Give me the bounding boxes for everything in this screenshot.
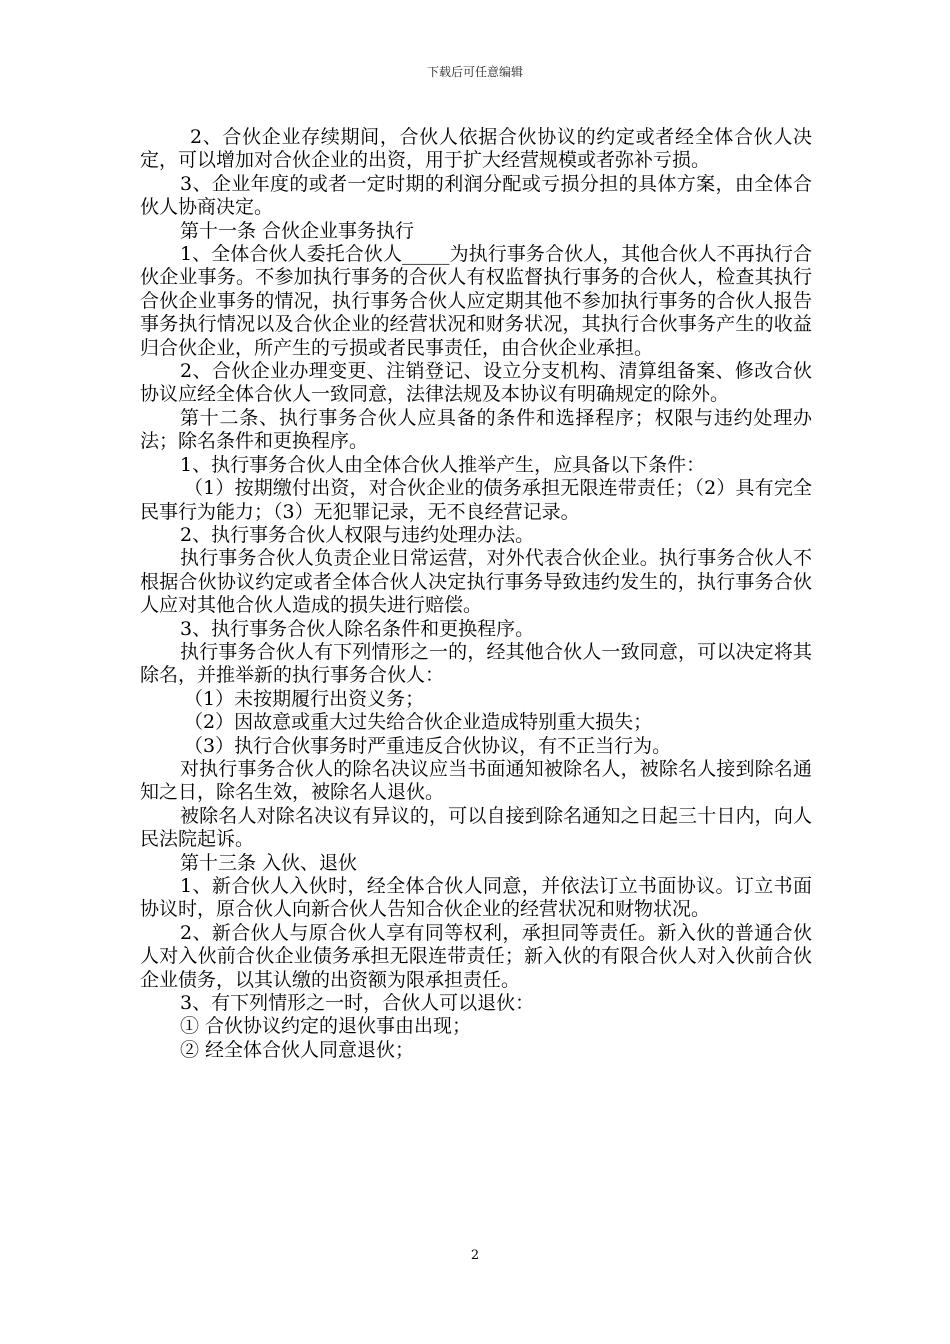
list-item-withdrawal-2: ② 经全体合伙人同意退伙； bbox=[180, 1038, 415, 1061]
paragraph-equal-rights: 2、新合伙人与原合伙人享有同等权利，承担同等责任。新入伙的普通合伙人对入伙前合伙企业债务承担无限连带责任；新入伙的有限合伙人对入伙前合伙企业债务，以其认缴的出资额为限承担责任。 bbox=[140, 921, 812, 991]
list-item-removal-1: （1）未按期履行出资义务； bbox=[184, 687, 425, 710]
paragraph-capital-increase: 2、合伙企业存续期间，合伙人依据合伙协议的约定或者经全体合伙人决定，可以增加对合伙企业的出资，用于扩大经营规模或者弥补亏损。 bbox=[140, 126, 812, 172]
paragraph-condition-list: （1）按期缴付出资，对合伙企业的债务承担无限连带责任；（2）具有完全民事行为能力；（3）无犯罪记录，无不良经营记录。 bbox=[140, 477, 812, 523]
paragraph-executive-conditions: 1、执行事务合伙人由全体合伙人推举产生，应具备以下条件： bbox=[180, 453, 706, 476]
article-13-heading: 第十三条 入伙、退伙 bbox=[180, 851, 358, 874]
paragraph-removal-conditions: 执行事务合伙人有下列情形之一的，经其他合伙人一致同意，可以决定将其除名，并推举新的执行事务合伙人： bbox=[140, 640, 812, 687]
page-number: 2 bbox=[470, 1248, 480, 1263]
paragraph-authority-details: 执行事务合伙人负责企业日常运营，对外代表合伙企业。执行事务合伙人不根据合伙协议约定或者全体合伙人决定执行事务导致违约发生的，执行事务合伙人应对其他合伙人造成的损失进行赔偿。 bbox=[140, 547, 812, 617]
article-11-heading: 第十一条 合伙企业事务执行 bbox=[180, 219, 415, 242]
paragraph-profit-distribution: 3、企业年度的或者一定时期的利润分配或亏损分担的具体方案，由全体合伙人协商决定。 bbox=[140, 172, 812, 219]
page-header: 下载后可任意编辑 bbox=[426, 65, 523, 79]
list-item-removal-3: （3）执行合伙事务时严重违反合伙协议，有不正当行为。 bbox=[184, 734, 672, 757]
paragraph-removal-notice: 对执行事务合伙人的除名决议应当书面通知被除名人，被除名人接到除名通知之日，除名生效，被除名人退伙。 bbox=[140, 757, 812, 804]
paragraph-withdrawal-conditions: 3、有下列情形之一时，合伙人可以退伙： bbox=[180, 992, 535, 1015]
paragraph-removal-heading: 3、执行事务合伙人除名条件和更换程序。 bbox=[180, 617, 535, 640]
paragraph-unanimous-consent: 2、合伙企业办理变更、注销登记、设立分支机构、清算组备案、修改合伙协议应经全体合伙人一致同意，法律法规及本协议有明确规定的除外。 bbox=[140, 360, 812, 406]
paragraph-removal-objection: 被除名人对除名决议有异议的，可以自接到除名通知之日起三十日内，向人民法院起诉。 bbox=[140, 804, 812, 851]
paragraph-new-partner: 1、新合伙人入伙时，经全体合伙人同意，并依法订立书面协议。订立书面协议时，原合伙人向新合伙人告知合伙企业的经营状况和财物状况。 bbox=[140, 875, 812, 921]
list-item-withdrawal-1: ① 合伙协议约定的退伙事由出现； bbox=[180, 1015, 472, 1038]
paragraph-executive-partner-entrusted: 1、全体合伙人委托合伙人_____为执行事务合伙人，其他合伙人不再执行合伙企业事务。不参加执行事务的合伙人有权监督执行事务的合伙人，检查其执行合伙企业事务的情况，执行事务合伙人应定期其他不参加执行事务的合伙人报告事务执行情况以及合伙企业的经营状况和财务状况，其执行合伙事务产生的收益归合伙企业，所产生的亏损或者民事责任，由合伙企业承担。 bbox=[140, 243, 812, 359]
list-item-removal-2: （2）因故意或重大过失给合伙企业造成特别重大损失； bbox=[184, 711, 653, 734]
document-body bbox=[140, 126, 812, 1062]
article-12-heading: 第十二条、执行事务合伙人应具备的条件和选择程序；权限与违约处理办法；除名条件和更换程序。 bbox=[140, 406, 812, 453]
paragraph-authority-heading: 2、执行事务合伙人权限与违约处理办法。 bbox=[180, 523, 535, 546]
